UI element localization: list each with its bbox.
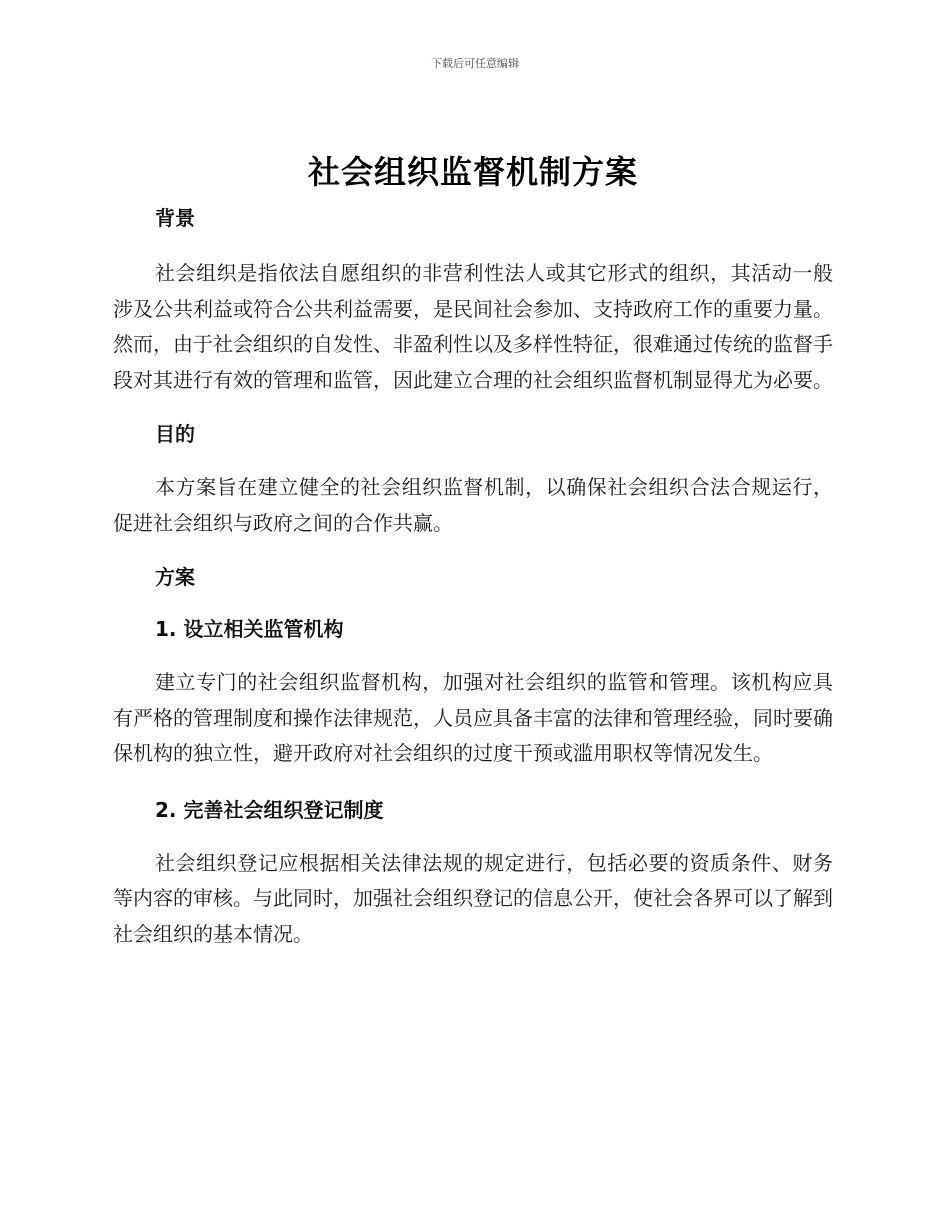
paragraph-item-2: 社会组织登记应根据相关法律法规的规定进行，包括必要的资质条件、财务等内容的审核。与此同时，加强社会组织登记的信息公开，使社会各界可以了解到社会组织的基本情况。 <box>113 850 833 946</box>
paragraph-goal: 本方案旨在建立健全的社会组织监督机制，以确保社会组织合法合规运行，促进社会组织与政府之间的合作共赢。 <box>113 475 833 535</box>
heading-item-2: 2. 完善社会组织登记制度 <box>155 797 384 822</box>
paragraph-background: 社会组织是指依法自愿组织的非营利性法人或其它形式的组织，其活动一般涉及公共利益或符合公共利益需要，是民间社会参加、支持政府工作的重要力量。然而，由于社会组织的自发性、非盈利性以及多样性特征，很难通过传统的监督手段对其进行有效的管理和监管，因此建立合理的社会组织监督机制显得尤为必要。 <box>113 261 833 392</box>
paragraph-item-1: 建立专门的社会组织监督机构，加强对社会组织的监管和管理。该机构应具有严格的管理制度和操作法律规范，人员应具备丰富的法律和管理经验，同时要确保机构的独立性，避开政府对社会组织的过度干预或滥用职权等情况发生。 <box>113 670 833 765</box>
document-content <box>113 148 833 952</box>
heading-background: 背景 <box>155 206 195 230</box>
header-note: 下载后可任意编辑 <box>431 57 519 70</box>
heading-plan: 方案 <box>155 565 195 589</box>
document-title: 社会组织监督机制方案 <box>307 153 638 191</box>
heading-goal: 目的 <box>155 422 195 446</box>
heading-item-1: 1. 设立相关监管机构 <box>155 617 344 641</box>
